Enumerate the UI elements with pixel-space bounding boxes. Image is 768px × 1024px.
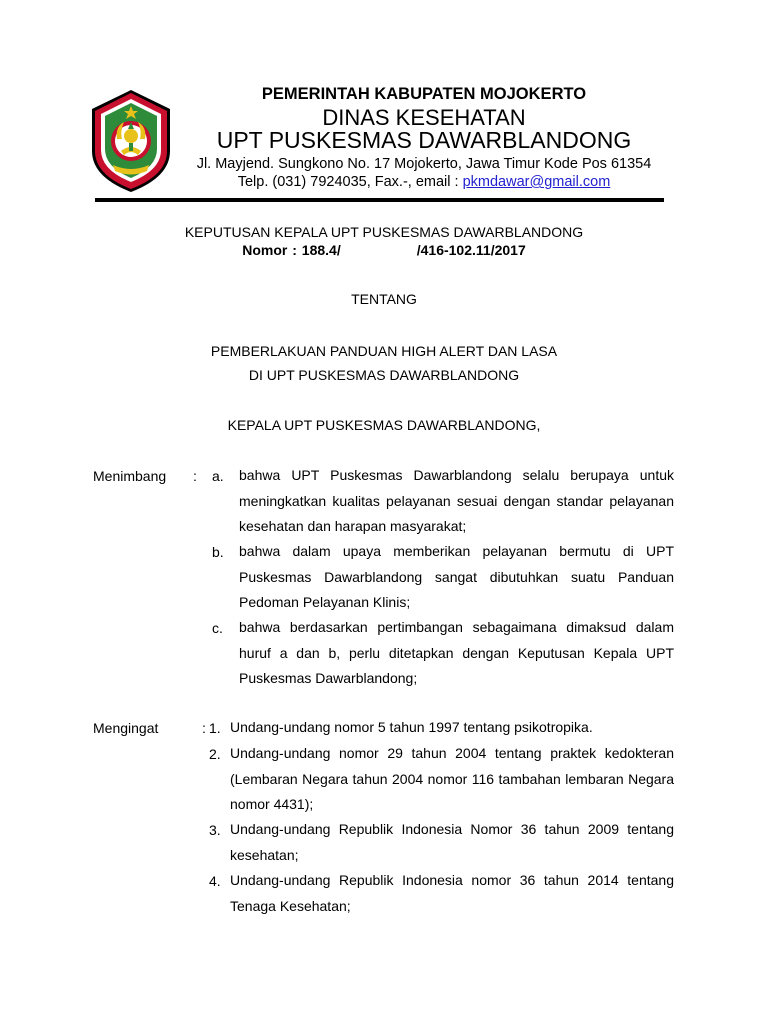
mengingat-label: Mengingat [93, 720, 159, 736]
menimbang-marker-b: b. [212, 544, 224, 560]
menimbang-marker-a: a. [212, 468, 224, 484]
decree-number-suffix: /416-102.11/2017 [416, 242, 526, 258]
mengingat-colon: : [202, 720, 206, 736]
decree-number-prefix: Nomor : 188.4/ [242, 242, 341, 258]
letterhead-unit: UPT PUSKESMAS DAWARBLANDONG [216, 127, 632, 153]
menimbang-label: Menimbang [93, 468, 167, 484]
decree-subject-line-2: DI UPT PUSKESMAS DAWARBLANDONG [248, 367, 520, 383]
letterhead-address: Jl. Mayjend. Sungkono No. 17 Mojokerto, Jawa Timur Kode Pos 61354 [196, 156, 652, 172]
mengingat-item-2: Undang-undang nomor 29 tahun 2004 tentang praktek kedokteran (Lembaran Negara tahun 2004 nomor 116 tambahan lembaran Negara nomor 4431); [230, 745, 674, 812]
decree-official-title: KEPALA UPT PUSKESMAS DAWARBLANDONG [227, 417, 537, 433]
mengingat-marker-1: 1. [209, 720, 221, 736]
decree-official-comma: , [536, 417, 541, 433]
menimbang-item-c: bahwa berdasarkan pertimbangan sebagaimana dimaksud dalam huruf a dan b, perlu ditetapkan dengan Keputusan Kepala UPT Puskesmas Dawarblandong; [239, 619, 674, 686]
menimbang-marker-c: c. [212, 620, 223, 636]
decree-tentang: TENTANG [351, 291, 417, 307]
mengingat-item-3: Undang-undang Republik Indonesia Nomor 36 tahun 2009 tentang kesehatan; [230, 821, 674, 863]
mengingat-marker-3: 3. [209, 822, 221, 838]
menimbang-item-b: bahwa dalam upaya memberikan pelayanan bermutu di UPT Puskesmas Dawarblandong sangat dibutuhkan suatu Panduan Pedoman Pelayanan Klinis; [239, 543, 674, 610]
email-link[interactable]: pkmdawar@gmail.com [462, 174, 611, 190]
mengingat-item-1: Undang-undang nomor 5 tahun 1997 tentang psikotropika. [230, 719, 593, 735]
mengingat-marker-2: 2. [209, 746, 221, 762]
letterhead-government: PEMERINTAH KABUPATEN MOJOKERTO [261, 85, 587, 103]
decree-title: KEPUTUSAN KEPALA UPT PUSKESMAS DAWARBLANDONG [184, 224, 584, 240]
decree-official [0, 417, 768, 433]
letterhead-department: DINAS KESEHATAN [322, 105, 526, 130]
mengingat-marker-4: 4. [209, 873, 221, 889]
letterhead-contact [40, 174, 768, 190]
letterhead-contact-prefix: Telp. (031) 7924035, Fax.-, email : [237, 174, 463, 190]
decree-subject-line-1: PEMBERLAKUAN PANDUAN HIGH ALERT DAN LASA [210, 343, 558, 359]
mengingat-item-4: Undang-undang Republik Indonesia nomor 36 tahun 2014 tentang Tenaga Kesehatan; [230, 872, 674, 914]
menimbang-item-a: bahwa UPT Puskesmas Dawarblandong selalu berupaya untuk meningkatkan kualitas pelayanan sesuai dengan standar pelayanan kesehatan dan harapan masyarakat; [239, 467, 674, 534]
letterhead-divider [95, 198, 664, 202]
decree-number [0, 242, 768, 258]
menimbang-colon: : [193, 468, 197, 484]
